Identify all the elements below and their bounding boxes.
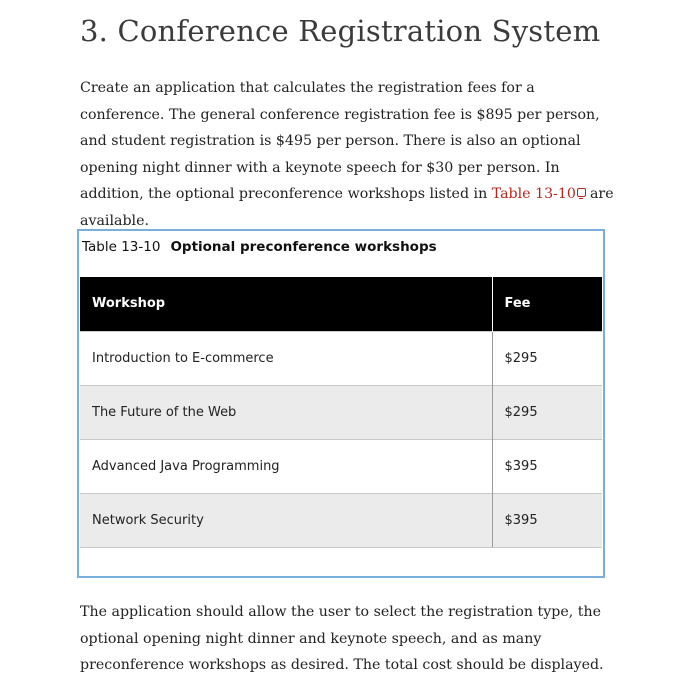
- table-reference-link[interactable]: Table 13-10: [491, 186, 576, 202]
- table-caption-title: Optional preconference workshops: [170, 239, 437, 255]
- external-link-icon[interactable]: [577, 188, 586, 197]
- table-caption: [82, 239, 437, 255]
- workshop-cell: The Future of the Web: [80, 385, 492, 439]
- table-row: [80, 493, 602, 547]
- section-heading: 3. Conference Registration System: [80, 14, 601, 48]
- intro-text-end: are available.: [80, 186, 614, 229]
- intro-paragraph: [80, 75, 620, 234]
- workshop-cell: Advanced Java Programming: [80, 439, 492, 493]
- workshop-table-frame: [77, 229, 605, 578]
- fee-cell: $295: [492, 385, 602, 439]
- table-row: [80, 331, 602, 385]
- fee-cell: $395: [492, 493, 602, 547]
- fee-cell: $395: [492, 439, 602, 493]
- workshop-cell: Network Security: [80, 493, 492, 547]
- table-row: [80, 385, 602, 439]
- fee-cell: $295: [492, 331, 602, 385]
- intro-text: Create an application that calculates the registration fees for a conference. The general conference registration fee is $895 per person, and student registration is $495 per person. There is also an optional opening night dinner with a keynote speech for $30 per person. In addition, the optional preconference workshops listed in: [80, 80, 600, 202]
- workshop-table: [80, 277, 602, 548]
- table-row: [80, 439, 602, 493]
- table-header-row: [80, 277, 602, 331]
- table-caption-number: Table 13-10: [82, 239, 161, 255]
- header-fee: Fee: [492, 277, 602, 331]
- header-workshop: Workshop: [80, 277, 492, 331]
- workshop-cell: Introduction to E-commerce: [80, 331, 492, 385]
- closing-paragraph: The application should allow the user to select the registration type, the optional opening night dinner and keynote speech, and as many preconference workshops as desired. The total cost should be displayed.: [80, 604, 604, 673]
